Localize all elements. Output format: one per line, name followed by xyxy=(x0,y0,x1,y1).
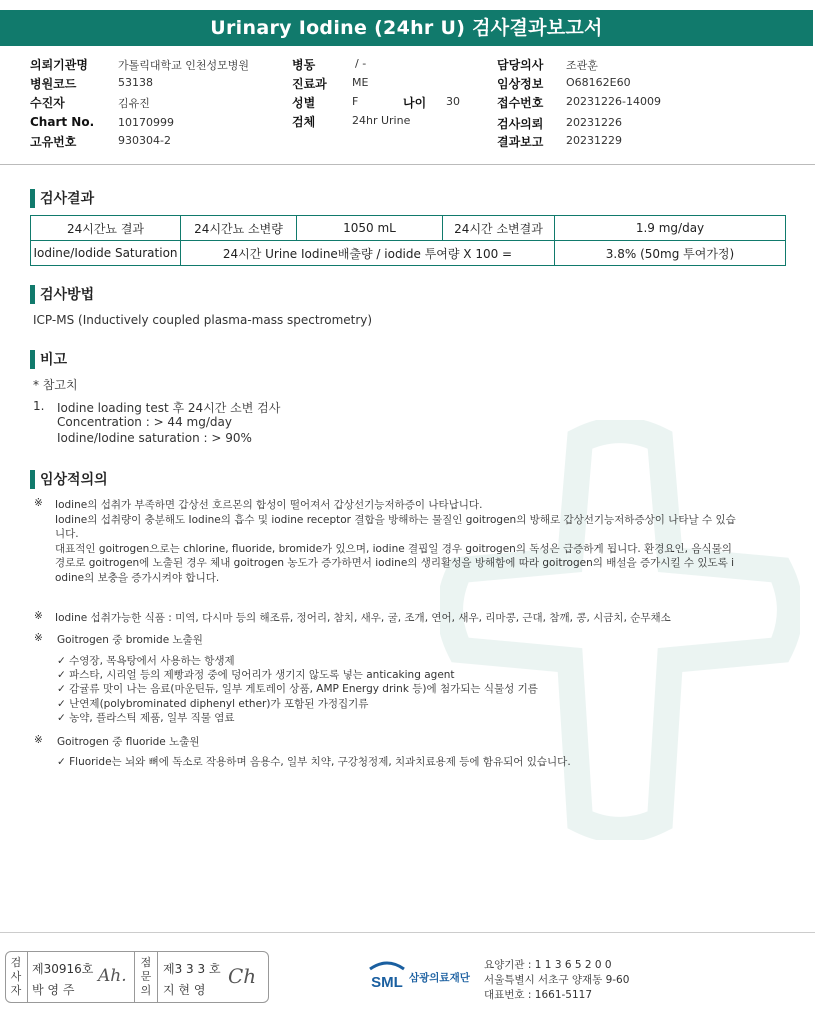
remark-num: 1. xyxy=(33,399,45,413)
watermark-cross-icon xyxy=(440,420,800,840)
doctor-label: 담당의사 xyxy=(497,58,544,72)
age-value: 30 xyxy=(446,95,460,108)
report-date-value: 20231229 xyxy=(566,134,622,147)
bromide-heading: Goitrogen 중 bromide 노출원 xyxy=(57,634,203,646)
remark-line-2: Concentration : > 44 mg/day xyxy=(57,415,232,429)
list-item: ✓ 파스타, 시리얼 등의 제빵과정 중에 덩어리가 생기지 않도록 넣는 anticaking agent xyxy=(57,669,455,681)
checker-name: 박 영 주 xyxy=(32,983,75,997)
remark-ref: * 참고치 xyxy=(33,378,78,392)
table-cell: 1050 mL xyxy=(297,216,443,241)
ward-label: 병동 xyxy=(292,58,316,72)
result-heading: 검사결과 xyxy=(30,188,94,208)
method-heading: 검사방법 xyxy=(30,284,94,304)
chart-label: Chart No. xyxy=(30,115,95,129)
checker-number: 제30916호 xyxy=(32,962,94,976)
note-mark-icon: ※ xyxy=(34,632,43,644)
table-cell: 24시간 소변결과 xyxy=(443,216,555,241)
table-cell: 3.8% (50mg 투여가정) xyxy=(555,241,786,266)
signature-box xyxy=(5,951,269,1003)
footer-divider xyxy=(0,932,815,933)
sml-logo-icon xyxy=(366,957,408,1000)
sex-value: F xyxy=(352,95,359,108)
institution-phone: 대표번호 : 1661-5117 xyxy=(484,989,593,1001)
checker-label: 검사자 xyxy=(10,956,22,997)
method-text: ICP-MS (Inductively coupled plasma-mass spectrometry) xyxy=(33,313,373,327)
org-label: 의뢰기관명 xyxy=(30,58,88,72)
clinical-p2b: 니다. xyxy=(55,528,79,540)
age-label: 나이 xyxy=(403,96,427,110)
hosp-code-label: 병원코드 xyxy=(30,77,77,91)
dept-value: ME xyxy=(352,76,369,89)
remark-heading: 비고 xyxy=(30,349,67,369)
table-cell: 1.9 mg/day xyxy=(555,216,786,241)
doctor-value: 조관훈 xyxy=(566,59,598,72)
unique-value: 930304-2 xyxy=(118,134,171,147)
confirmer-name: 지 현 영 xyxy=(163,983,206,997)
receipt-label: 접수번호 xyxy=(497,96,544,110)
receipt-value: 20231226-14009 xyxy=(566,95,661,108)
remark-line-1: Iodine loading test 후 24시간 소변 검사 xyxy=(57,401,281,415)
patient-label: 수진자 xyxy=(30,96,65,110)
foundation-name: 삼광의료재단 xyxy=(409,972,470,984)
report-title: Urinary Iodine (24hr U) 검사결과보고서 xyxy=(0,10,813,46)
note-mark-icon: ※ xyxy=(34,497,43,509)
sex-label: 성별 xyxy=(292,96,316,110)
divider xyxy=(157,952,158,1002)
divider xyxy=(27,952,28,1002)
header-info xyxy=(0,56,815,154)
dept-label: 진료과 xyxy=(292,77,327,91)
result-table xyxy=(30,215,786,266)
section-bar xyxy=(30,350,35,369)
checker-signature: Ah. xyxy=(98,966,127,986)
specimen-value: 24hr Urine xyxy=(352,114,411,127)
confirmer-number: 제3 3 3 호 xyxy=(163,962,221,976)
list-item: ✓ 수영장, 목욕탕에서 사용하는 항생제 xyxy=(57,655,235,667)
section-bar xyxy=(30,285,35,304)
report-date-label: 결과보고 xyxy=(497,135,544,149)
specimen-label: 검체 xyxy=(292,115,316,129)
org-value: 가톨릭대학교 인천성모병원 xyxy=(118,59,250,72)
patient-value: 김유진 xyxy=(118,97,150,110)
table-cell: 24시간뇨 결과 xyxy=(31,216,181,241)
section-bar xyxy=(30,189,35,208)
logo-text: SML xyxy=(371,974,403,991)
table-row xyxy=(31,216,786,241)
hosp-code-value: 53138 xyxy=(118,76,153,89)
table-cell: 24시간뇨 소변량 xyxy=(181,216,297,241)
list-item: ✓ Fluoride는 뇌와 뼈에 독소로 작용하며 음용수, 일부 치약, 구강청정제, 치과치료용제 등에 함유되어 있습니다. xyxy=(57,756,571,768)
chart-value: 10170999 xyxy=(118,116,174,129)
institution-address: 서울특별시 서초구 양재동 9-60 xyxy=(484,974,630,986)
table-cell: Iodine/Iodide Saturation xyxy=(31,241,181,266)
food-line: Iodine 섭취가능한 식품 : 미역, 다시마 등의 해조류, 정어리, 참치, 새우, 굴, 조개, 연어, 새우, 리마콩, 근대, 참깨, 콩, 시금치, 순무채소 xyxy=(55,612,671,624)
remark-line-3: Iodine/Iodine saturation : > 90% xyxy=(57,431,252,445)
confirmer-signature: Ch xyxy=(228,964,257,988)
divider xyxy=(134,952,135,1002)
confirmer-label: 점문의 xyxy=(140,956,152,997)
clinical-p3c: odine의 보충을 증가시켜야 합니다. xyxy=(55,572,220,584)
request-value: 20231226 xyxy=(566,116,622,129)
list-item: ✓ 난연제(polybrominated diphenyl ether)가 포함된 가정집기류 xyxy=(57,698,369,710)
fluoride-heading: Goitrogen 중 fluoride 노출원 xyxy=(57,736,200,748)
clinical-p3b: 경로로 goitrogen에 노출된 경우 체내 goitrogen 농도가 증가하면서 iodine의 생리활성을 방해함에 따라 goitrogen의 배설을 증가시킬 수 있도록 i xyxy=(55,557,735,569)
table-row xyxy=(31,241,786,266)
header-divider xyxy=(0,164,815,165)
note-mark-icon: ※ xyxy=(34,734,43,746)
ward-value: / - xyxy=(355,57,367,70)
list-item: ✓ 농약, 플라스틱 제품, 일부 직물 염료 xyxy=(57,712,235,724)
clinical-p1: Iodine의 섭취가 부족하면 갑상선 호르몬의 합성이 떨어져서 갑상선기능저하증이 나타납니다. xyxy=(55,499,483,511)
section-bar xyxy=(30,470,35,489)
clinical-heading: 임상적의의 xyxy=(30,469,108,489)
clinical-info-label: 임상정보 xyxy=(497,77,544,91)
clinical-info-value: O68162E60 xyxy=(566,76,631,89)
table-cell: 24시간 Urine Iodine배출량 / iodide 투여량 X 100 = xyxy=(181,241,555,266)
clinical-p3a: 대표적인 goitrogen으로는 chlorine, fluoride, bromide가 있으며, iodine 결핍일 경우 goitrogen의 독성은 급증하게 됩니다. 환경요인, 음식물의 xyxy=(55,543,732,555)
request-label: 검사의뢰 xyxy=(497,117,544,131)
note-mark-icon: ※ xyxy=(34,610,43,622)
unique-label: 고유번호 xyxy=(30,135,77,149)
institution-code: 요양기관 : 1 1 3 6 5 2 0 0 xyxy=(484,959,612,971)
list-item: ✓ 감귤류 맛이 나는 음료(마운틴듀, 일부 게토레이 상품, AMP Energy drink 등)에 첨가되는 식물성 기름 xyxy=(57,683,538,695)
clinical-p2a: Iodine의 섭취량이 충분해도 Iodine의 흡수 및 iodine receptor 결합을 방해하는 물질인 goitrogen의 방해로 갑상선기능저하증상이 나타날 수 있습 xyxy=(55,514,736,526)
